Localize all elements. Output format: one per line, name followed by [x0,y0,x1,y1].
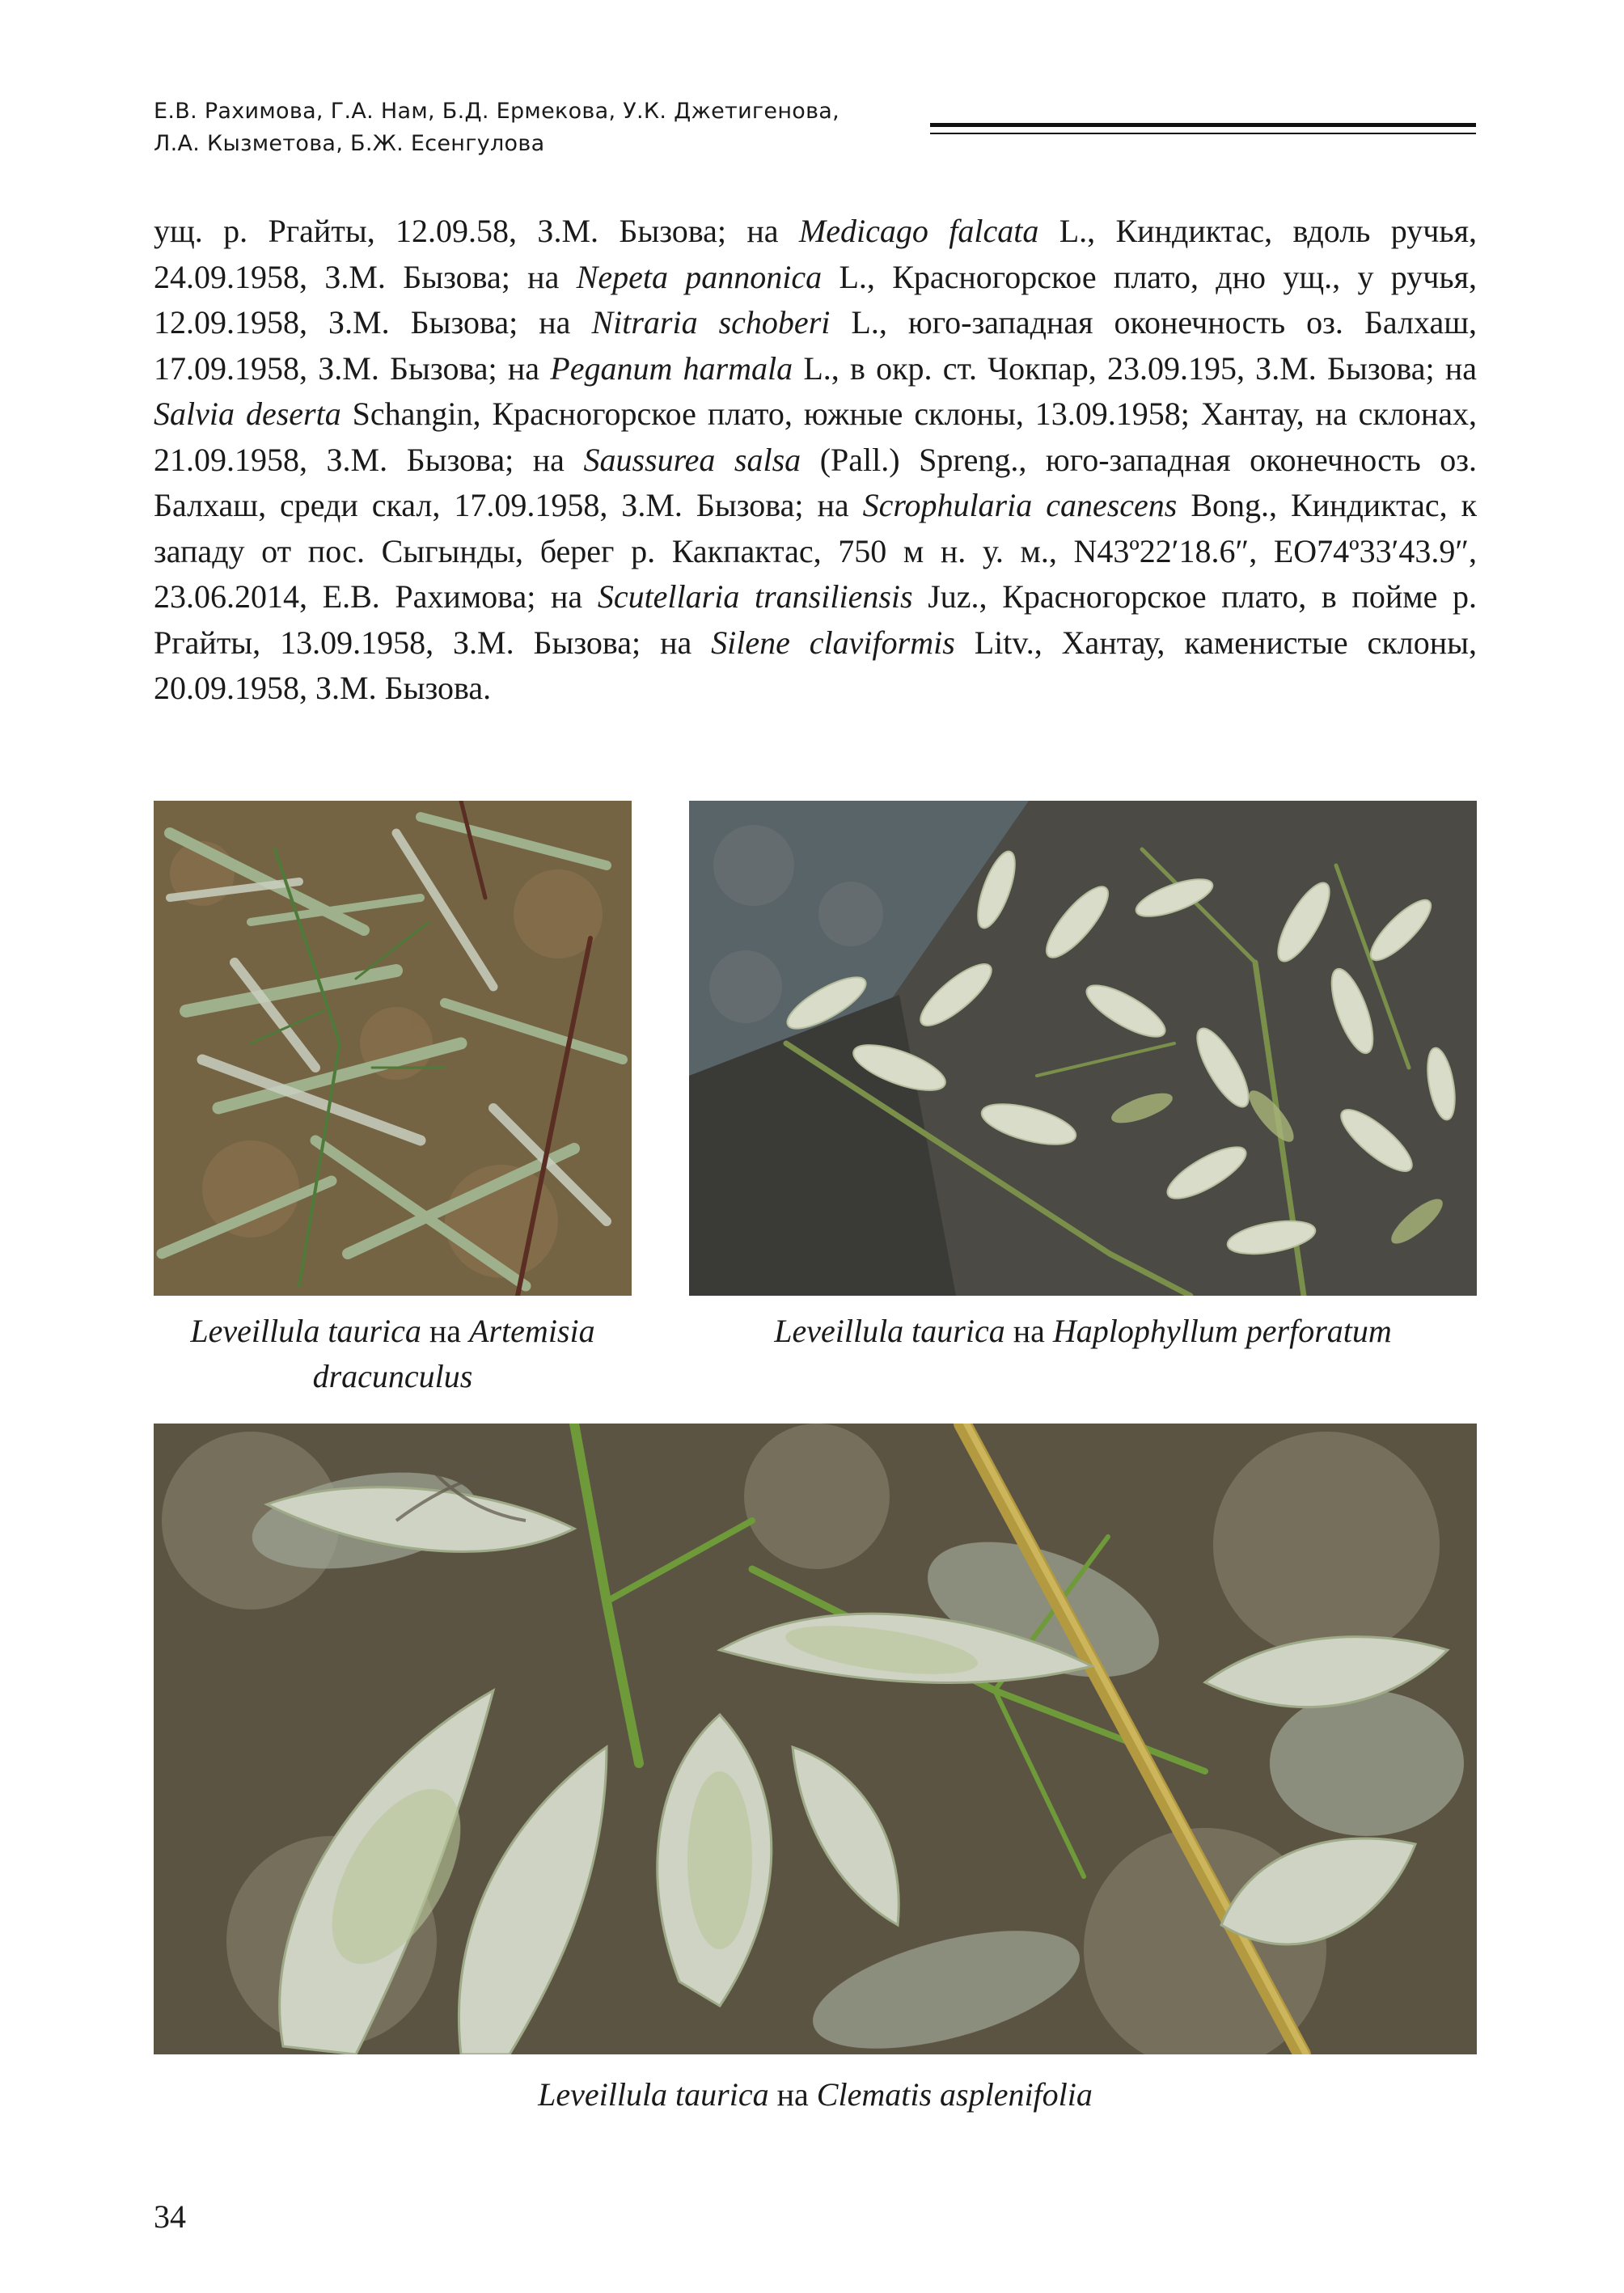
text-segment: Bong., Киндиктас, к западу от пос. Сыгынды, берег р. Какпактас, 750 м н. у. м., N43º22′18.6″, EO74º33′43.9″, 23.06.2014, Е.В. Рахимова; на [154,487,1477,615]
running-header [154,95,922,160]
photo-clematis-asplenifolia [154,1424,1477,2054]
pathogen-name: Leveillula taurica [190,1313,421,1349]
text-segment: Litv., Хантау, каменистые склоны, 20.09.1958, З.М. Бызова. [154,624,1477,706]
text-segment: ущ. р. Ргайты, 12.09.58, З.М. Бызова; на [154,213,799,249]
pathogen-name: Leveillula taurica [774,1313,1005,1349]
species-name: Salvia deserta [154,396,341,432]
text-segment: L., в окр. ст. Чокпар, 23.09.195, З.М. Бызова; на [793,349,1478,387]
text-segment: L., Киндиктас, вдоль ручья, 24.09.1958, З.М. Бызова; на [154,213,1477,295]
species-name: Scutellaria transiliensis [597,578,913,615]
species-name: Peganum harmala [550,349,793,387]
figure-caption-1 [154,1309,632,1399]
caption-connector: на [768,2076,817,2113]
caption-connector: на [421,1313,470,1349]
species-name: Nitraria schoberi [591,304,831,341]
text-segment: L., Красногорское плато, дно ущ., у ручья, 12.09.1958, З.М. Бызова; на [154,258,1477,341]
caption-connector: на [1004,1313,1053,1349]
text-segment: Juz., Красногорское плато, в пойме р. Ргайты, 13.09.1958, З.М. Бызова; на [154,578,1477,661]
header-rule-thick [930,123,1476,127]
species-name: Saussurea salsa [583,441,801,478]
text-segment: Schangin, Красногорское плато, южные склоны, 13.09.1958; Хантау, на склонах, 21.09.1958, З.М. Бызова; на [154,396,1477,478]
host-name: Clematis asplenifolia [816,2076,1093,2113]
body-paragraph [154,209,1477,712]
header-rule-thin [930,133,1476,134]
species-name: Nepeta pannonica [576,258,823,295]
photo-artemisia-dracunculus [154,801,632,1296]
species-name: Silene claviformis [711,624,955,661]
authors-line-1: Е.В. Рахимова, Г.А. Нам, Б.Д. Ермекова, У.К. Джетигенова, [154,99,840,124]
photo-haplophyllum-perforatum [689,801,1477,1296]
text-segment: L., юго-западная оконечность оз. Балхаш, 17.09.1958, З.М. Бызова; на [154,304,1478,387]
authors-line-2: Л.А. Кызметова, Б.Ж. Есенгулова [154,131,545,156]
species-name: Scrophularia canescens [862,487,1178,523]
page-number: 34 [154,2198,186,2235]
species-name: Medicago falcata [798,213,1039,249]
text-segment: (Pall.) Spreng., юго-западная оконечность оз. Балхаш, среди скал, 17.09.1958, З.М. Бызова; на [154,441,1478,523]
figure-caption-3 [154,2072,1477,2117]
host-name: Haplophyllum perforatum [1052,1313,1392,1349]
pathogen-name: Leveillula taurica [538,2076,769,2113]
figure-caption-2 [689,1309,1477,1354]
host-name: Artemisia dracunculus [312,1313,595,1394]
